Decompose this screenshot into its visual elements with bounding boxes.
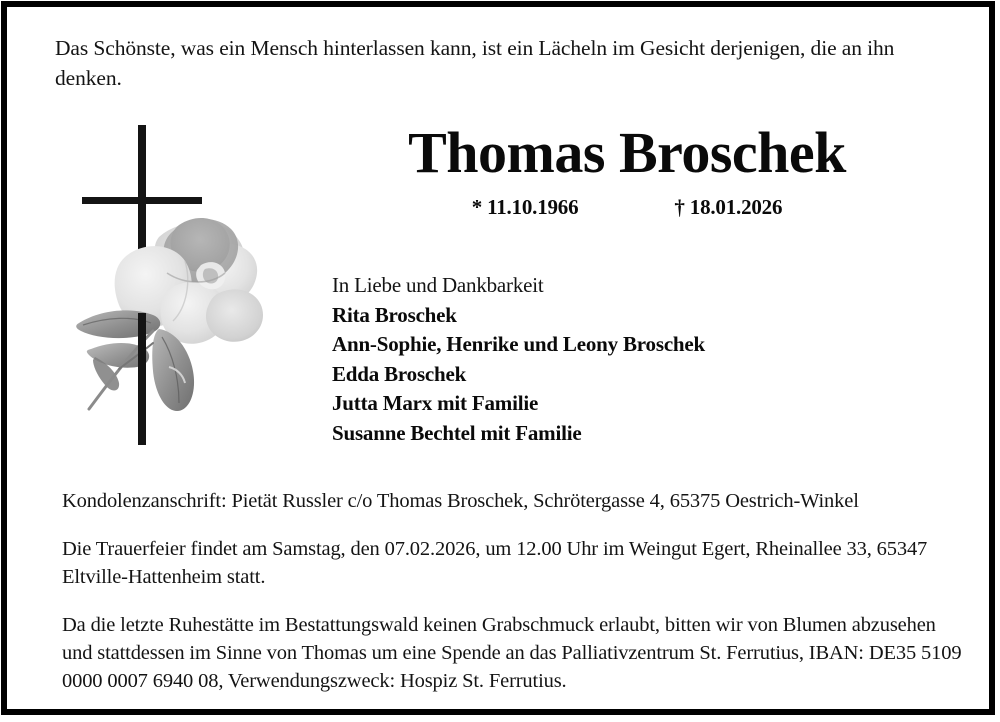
- donation-request: Da die letzte Ruhestätte im Bestattungswald keinen Grabschmuck erlaubt, bitten wir von Blumen abzusehen und stattdessen im Sinne von Thomas um eine Spende an das Palliativzentrum St. Ferrutius, IBAN: DE35 5109 0000 0007 6940 08, Verwendungszweck: Hospiz St. Ferrutius.: [62, 613, 962, 692]
- mourner-name: Edda Broschek: [332, 361, 467, 386]
- cross-with-rose-emblem: [67, 117, 267, 457]
- mourner-name: Ann-Sophie, Henrike und Leony Broschek: [332, 332, 706, 356]
- mourner-name: Jutta Marx mit Familie: [332, 391, 539, 415]
- mourners-block: [332, 271, 932, 448]
- mourner-name: Susanne Bechtel mit Familie: [332, 420, 582, 445]
- mourner-name: Rita Broschek: [332, 302, 457, 327]
- birth-date: * 11.10.1966: [471, 195, 579, 219]
- mourners-intro: In Liebe und Dankbarkeit: [332, 273, 544, 297]
- death-notice-card: [1, 1, 995, 715]
- life-dates: [307, 195, 947, 220]
- notice-footer: [62, 487, 962, 695]
- ceremony-details: Die Trauerfeier findet am Samstag, den 07.02.2026, um 12.00 Uhr im Weingut Egert, Rheinallee 33, 65347 Eltville-Hattenheim statt.: [62, 537, 928, 588]
- memorial-quote: Das Schönste, was ein Mensch hinterlassen kann, ist ein Lächeln im Gesicht derjenigen, die an ihn denken.: [55, 36, 895, 90]
- page-title: Thomas Broschek: [408, 120, 846, 185]
- deceased-name-block: [307, 119, 947, 220]
- cross-overlay: [138, 313, 146, 445]
- death-date: † 18.01.2026: [674, 195, 783, 219]
- notice-inner: [7, 7, 989, 709]
- condolence-address: Kondolenzanschrift: Pietät Russler c/o Thomas Broschek, Schrötergasse 4, 65375 Oestrich-Winkel: [62, 490, 859, 512]
